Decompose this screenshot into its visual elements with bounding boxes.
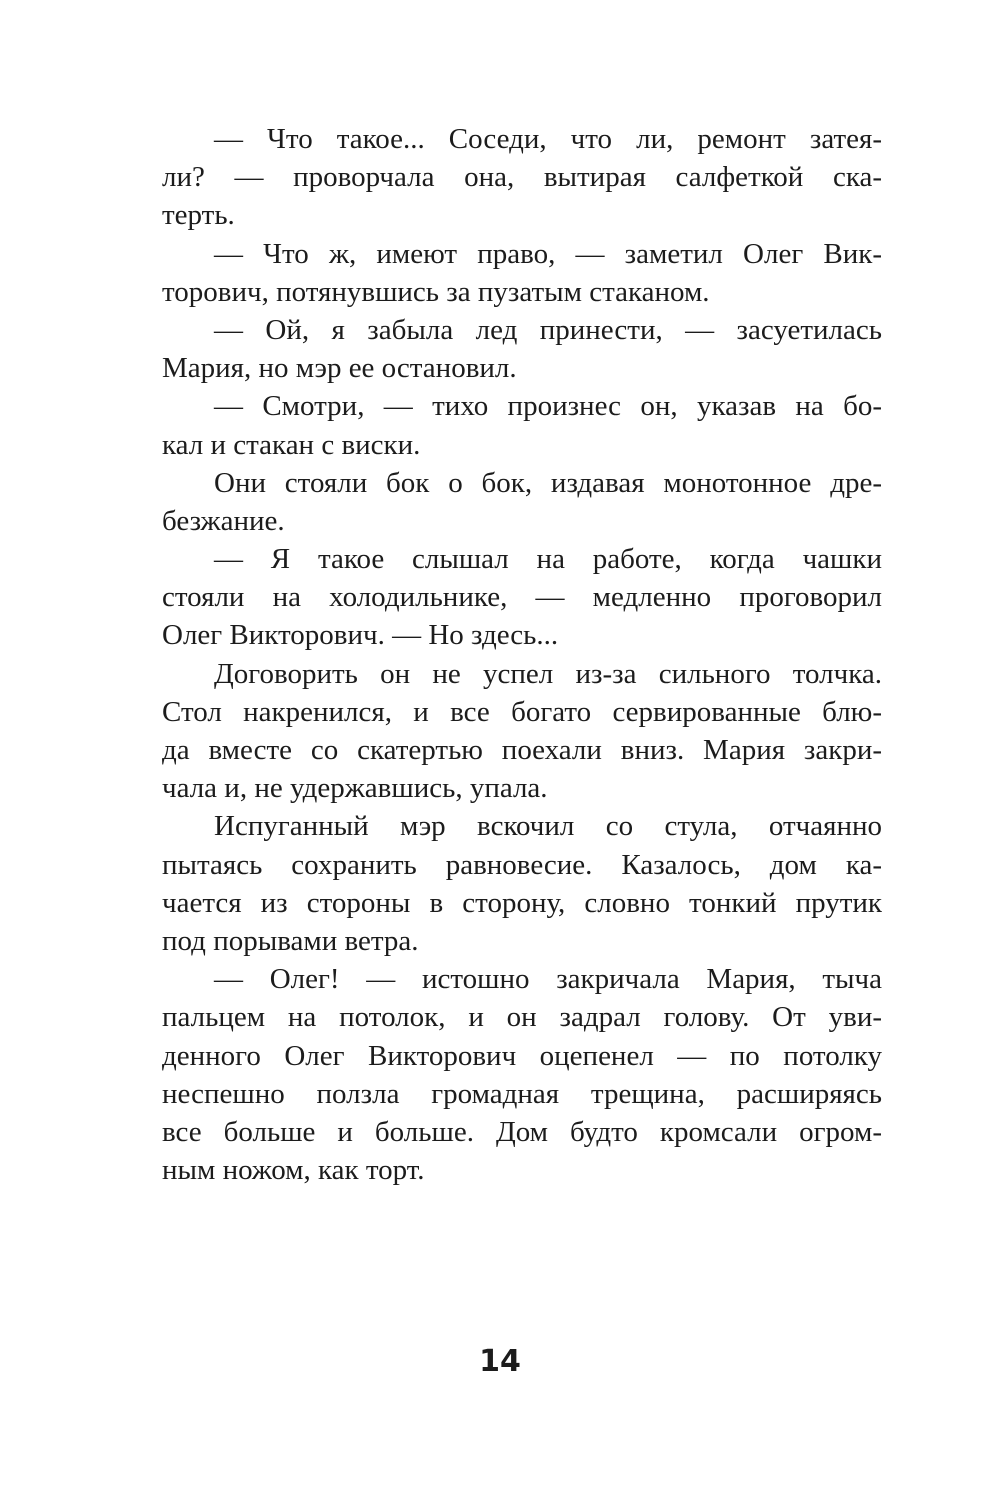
text-line: — Смотри, — тихо произнес он, указав на бо- [214,390,882,423]
paragraph [162,311,882,387]
paragraph [162,655,882,808]
text-line: — Я такое слышал на работе, когда чашки [214,543,882,576]
paragraph [162,387,882,463]
paragraph [162,807,882,960]
text-line: пытаясь сохранить равновесие. Казалось, дом ка- [162,848,882,881]
text-line: Олег Викторович. — Но здесь... [162,619,559,652]
text-line: под порывами ветра. [162,924,419,957]
text-line: Стол накренился, и все богато сервированные блю- [162,695,882,728]
text-line: ным ножом, как торт. [162,1154,425,1187]
page-number: 14 [479,1344,521,1379]
text-line: чается из стороны в сторону, словно тонкий прутик [162,886,882,919]
body-text [162,120,882,1189]
paragraph [162,235,882,311]
text-line: — Что такое... Соседи, что ли, ремонт затея- [214,123,882,155]
text-line: Мария, но мэр ее остановил. [162,352,517,385]
text-line: кал и стакан с виски. [162,428,421,461]
text-line: да вместе со скатертью поехали вниз. Мария закри- [162,734,882,766]
paragraph [162,960,882,1189]
text-line: Они стояли бок о бок, издавая монотонное дре- [214,466,882,499]
text-line: денного Олег Викторович оцепенел — по потолку [162,1039,882,1072]
text-line: все больше и больше. Дом будто кромсали огром- [162,1115,882,1148]
text-line: — Что ж, имеют право, — заметил Олег Вик- [214,237,882,270]
text-line: стояли на холодильнике, — медленно проговорил [162,581,882,614]
text-line: неспешно ползла громадная трещина, расширяясь [162,1077,882,1110]
text-line: — Ой, я забыла лед принести, — засуетилась [214,313,882,346]
text-line: безжание. [162,504,285,537]
paragraph [162,540,882,655]
paragraph [162,120,882,235]
text-line: — Олег! — истошно закричала Мария, тыча [214,963,882,996]
paragraph [162,464,882,540]
text-line: Договорить он не успел из-за сильного толчка. [214,657,882,690]
text-line: Испуганный мэр вскочил со стула, отчаянно [214,810,882,843]
text-line: чала и, не удержавшись, упала. [162,772,548,805]
text-line: терть. [162,199,235,232]
text-line: торович, потянувшись за пузатым стаканом. [162,275,710,308]
text-line: ли? — проворчала она, вытирая салфеткой ска- [162,161,882,194]
text-line: пальцем на потолок, и он задрал голову. От уви- [162,1001,882,1034]
